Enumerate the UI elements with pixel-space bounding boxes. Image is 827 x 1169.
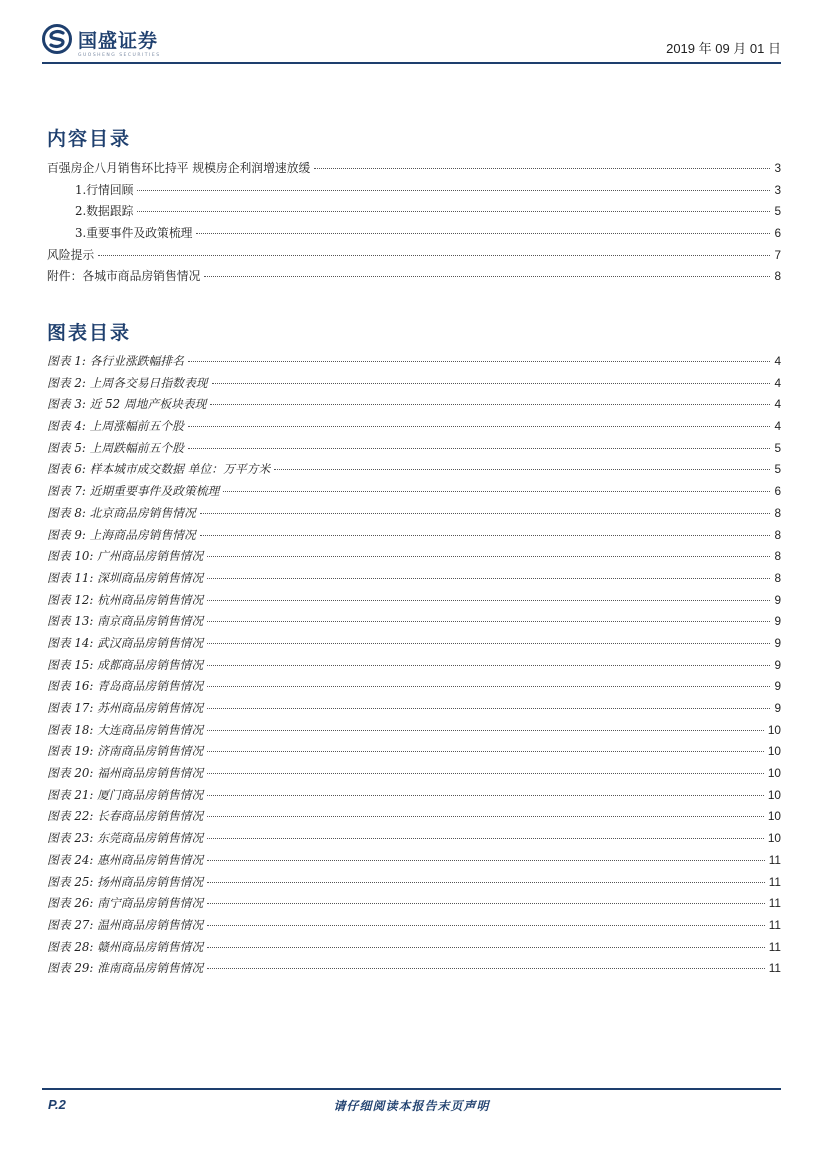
entry-page-number: 9 xyxy=(774,635,781,650)
entry-page-number: 11 xyxy=(768,874,781,889)
dot-leader xyxy=(207,838,764,839)
figure-entry[interactable] xyxy=(47,546,781,568)
contents-title: 内容目录 xyxy=(47,128,132,150)
figure-entry[interactable] xyxy=(47,872,781,894)
dot-leader xyxy=(137,190,770,191)
dot-leader xyxy=(207,600,770,601)
contents-entry[interactable] xyxy=(47,158,781,180)
figure-entry[interactable] xyxy=(47,633,781,655)
entry-label: 图表 2: 上周各交易日指数表现 xyxy=(47,375,208,390)
entry-label: 图表 27: 温州商品房销售情况 xyxy=(47,917,204,932)
figure-entry[interactable] xyxy=(47,655,781,677)
entry-label: 图表 19: 济南商品房销售情况 xyxy=(47,744,204,759)
guosheng-logo-icon xyxy=(42,24,72,54)
entry-label: 图表 5: 上周跌幅前五个股 xyxy=(47,440,184,455)
dot-leader xyxy=(207,903,764,904)
entry-label: 图表 11: 深圳商品房销售情况 xyxy=(47,570,204,585)
entry-label: 图表 8: 北京商品房销售情况 xyxy=(47,505,196,520)
figure-entry[interactable] xyxy=(47,416,781,438)
dot-leader xyxy=(207,795,764,796)
entry-label: 图表 12: 杭州商品房销售情况 xyxy=(47,592,204,607)
figure-entry[interactable] xyxy=(47,438,781,460)
figure-entry[interactable] xyxy=(47,741,781,763)
figure-entry[interactable] xyxy=(47,503,781,525)
dot-leader xyxy=(188,448,770,449)
entry-label: 图表 4: 上周涨幅前五个股 xyxy=(47,419,184,434)
entry-page-number: 4 xyxy=(774,419,781,434)
dot-leader xyxy=(207,730,764,731)
entry-page-number: 11 xyxy=(768,896,781,911)
entry-label: 图表 13: 南京商品房销售情况 xyxy=(47,614,204,629)
entry-page-number: 6 xyxy=(774,484,781,499)
figure-entry[interactable] xyxy=(47,373,781,395)
dot-leader xyxy=(207,686,770,687)
entry-label: 附件：各城市商品房销售情况 xyxy=(47,269,201,284)
dot-leader xyxy=(98,255,770,256)
entry-label: 图表 18: 大连商品房销售情况 xyxy=(47,722,204,737)
entry-label: 图表 25: 扬州商品房销售情况 xyxy=(47,874,204,889)
contents-list xyxy=(47,158,781,288)
dot-leader xyxy=(207,621,770,622)
figures-list xyxy=(47,351,781,980)
entry-label: 3.重要事件及政策梳理 xyxy=(75,226,193,241)
figure-entry[interactable] xyxy=(47,958,781,980)
dot-leader xyxy=(212,383,771,384)
dot-leader xyxy=(207,773,764,774)
entry-page-number: 10 xyxy=(767,831,781,846)
figure-entry[interactable] xyxy=(47,850,781,872)
entry-page-number: 9 xyxy=(774,614,781,629)
entry-page-number: 11 xyxy=(768,939,781,954)
dot-leader xyxy=(188,426,770,427)
entry-label: 图表 26: 南宁商品房销售情况 xyxy=(47,896,204,911)
contents-entry[interactable] xyxy=(47,201,781,223)
figures-title: 图表目录 xyxy=(47,322,132,344)
dot-leader xyxy=(207,578,770,579)
dot-leader xyxy=(207,816,764,817)
page-number: P.2 xyxy=(48,1097,66,1112)
entry-label: 风险提示 xyxy=(47,247,95,262)
figure-entry[interactable] xyxy=(47,590,781,612)
entry-label: 2.数据跟踪 xyxy=(75,204,134,219)
figure-entry[interactable] xyxy=(47,676,781,698)
entry-page-number: 8 xyxy=(774,505,781,520)
entry-page-number: 5 xyxy=(774,204,781,219)
entry-page-number: 9 xyxy=(774,679,781,694)
contents-entry[interactable] xyxy=(47,266,781,288)
entry-page-number: 11 xyxy=(768,852,781,867)
figure-entry[interactable] xyxy=(47,525,781,547)
entry-page-number: 10 xyxy=(767,722,781,737)
figure-entry[interactable] xyxy=(47,828,781,850)
entry-label: 图表 6: 样本城市成交数据 单位：万平方米 xyxy=(47,462,271,477)
entry-page-number: 10 xyxy=(767,766,781,781)
entry-page-number: 11 xyxy=(768,917,781,932)
entry-label: 图表 20: 福州商品房销售情况 xyxy=(47,766,204,781)
entry-page-number: 6 xyxy=(774,226,781,241)
brand-name: 国盛证券 xyxy=(78,29,159,52)
dot-leader xyxy=(207,643,770,644)
entry-page-number: 8 xyxy=(774,549,781,564)
dot-leader xyxy=(207,968,764,969)
entry-label: 图表 28: 赣州商品房销售情况 xyxy=(47,939,204,954)
entry-page-number: 9 xyxy=(774,701,781,715)
figure-entry[interactable] xyxy=(47,763,781,785)
dot-leader xyxy=(223,491,770,492)
entry-label: 图表 17: 苏州商品房销售情况 xyxy=(47,701,204,715)
entry-label: 图表 24: 惠州商品房销售情况 xyxy=(47,852,204,867)
figure-entry[interactable] xyxy=(47,893,781,915)
dot-leader xyxy=(204,276,770,277)
dot-leader xyxy=(207,556,770,557)
brand-subtitle: GUOSHENG SECURITIES xyxy=(78,53,161,58)
dot-leader xyxy=(196,233,770,234)
entry-page-number: 10 xyxy=(767,787,781,802)
figure-entry[interactable] xyxy=(47,611,781,633)
entry-page-number: 7 xyxy=(774,247,781,262)
entry-page-number: 4 xyxy=(774,397,781,412)
entry-page-number: 8 xyxy=(774,570,781,585)
figure-entry[interactable] xyxy=(47,568,781,590)
figure-entry[interactable] xyxy=(47,915,781,937)
entry-page-number: 3 xyxy=(774,182,781,197)
contents-entry[interactable] xyxy=(47,223,781,245)
figure-entry[interactable] xyxy=(47,937,781,959)
entry-label: 图表 29: 淮南商品房销售情况 xyxy=(47,961,204,976)
dot-leader xyxy=(314,168,770,169)
entry-page-number: 10 xyxy=(767,809,781,824)
entry-page-number: 9 xyxy=(774,592,781,607)
dot-leader xyxy=(274,469,770,470)
contents-entry[interactable] xyxy=(47,180,781,202)
entry-label: 图表 1: 各行业涨跌幅排名 xyxy=(47,354,184,368)
dot-leader xyxy=(207,947,764,948)
dot-leader xyxy=(200,535,771,536)
entry-page-number: 4 xyxy=(774,354,781,368)
entry-page-number: 8 xyxy=(774,527,781,542)
dot-leader xyxy=(207,882,764,883)
entry-page-number: 11 xyxy=(768,961,781,976)
dot-leader xyxy=(207,708,770,709)
figure-entry[interactable] xyxy=(47,351,781,373)
entry-label: 图表 16: 青岛商品房销售情况 xyxy=(47,679,204,694)
page-footer xyxy=(42,1088,781,1120)
figure-entry[interactable] xyxy=(47,394,781,416)
dot-leader xyxy=(188,361,770,362)
entry-page-number: 10 xyxy=(767,744,781,759)
entry-label: 图表 9: 上海商品房销售情况 xyxy=(47,527,196,542)
figure-entry[interactable] xyxy=(47,720,781,742)
entry-label: 图表 22: 长春商品房销售情况 xyxy=(47,809,204,824)
brand-logo xyxy=(42,24,158,54)
entry-label: 百强房企八月销售环比持平 规模房企利润增速放缓 xyxy=(47,161,311,175)
entry-label: 图表 3: 近 52 周地产板块表现 xyxy=(47,397,207,412)
entry-label: 1.行情回顾 xyxy=(75,182,134,197)
disclaimer: 请仔细阅读本报告末页声明 xyxy=(333,1099,490,1113)
dot-leader xyxy=(207,860,764,861)
figure-entry[interactable] xyxy=(47,459,781,481)
dot-leader xyxy=(210,404,770,405)
page-header xyxy=(42,22,781,64)
entry-page-number: 5 xyxy=(774,440,781,455)
figure-entry[interactable] xyxy=(47,785,781,807)
dot-leader xyxy=(207,665,770,666)
entry-label: 图表 23: 东莞商品房销售情况 xyxy=(47,831,204,846)
entry-page-number: 8 xyxy=(774,269,781,284)
entry-page-number: 3 xyxy=(774,161,781,175)
dot-leader xyxy=(207,925,764,926)
entry-page-number: 4 xyxy=(774,375,781,390)
entry-label: 图表 15: 成都商品房销售情况 xyxy=(47,657,204,672)
dot-leader xyxy=(137,211,770,212)
figure-entry[interactable] xyxy=(47,481,781,503)
dot-leader xyxy=(200,513,771,514)
dot-leader xyxy=(207,751,764,752)
entry-label: 图表 7: 近期重要事件及政策梳理 xyxy=(47,484,220,499)
entry-label: 图表 10: 广州商品房销售情况 xyxy=(47,549,204,564)
figure-entry[interactable] xyxy=(47,806,781,828)
entry-page-number: 9 xyxy=(774,657,781,672)
entry-label: 图表 14: 武汉商品房销售情况 xyxy=(47,635,204,650)
entry-page-number: 5 xyxy=(774,462,781,477)
report-date: 2019 年 09 月 01 日 xyxy=(666,41,781,56)
figure-entry[interactable] xyxy=(47,698,781,720)
contents-entry[interactable] xyxy=(47,245,781,267)
entry-label: 图表 21: 厦门商品房销售情况 xyxy=(47,787,204,802)
